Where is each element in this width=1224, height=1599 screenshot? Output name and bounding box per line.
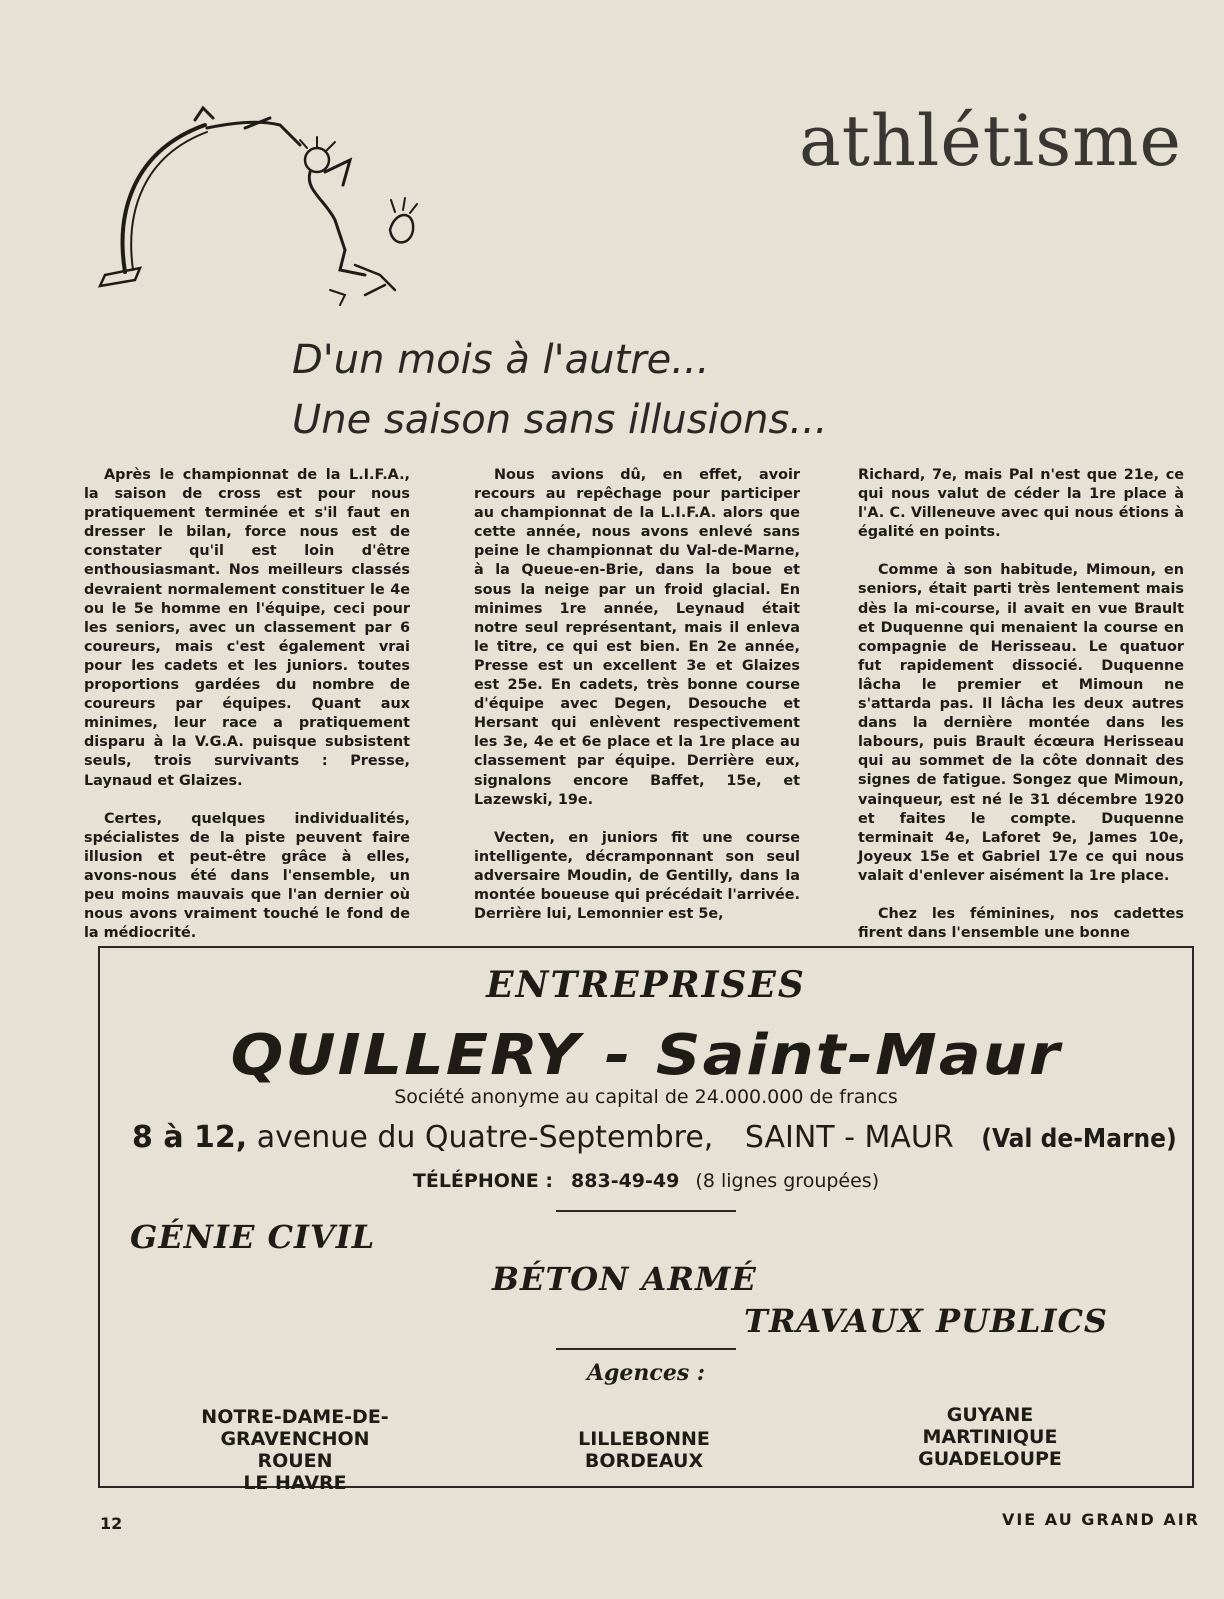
divider [556, 1210, 736, 1212]
ad-address-street: avenue du Quatre-Septembre, [256, 1120, 714, 1155]
agency: GUADELOUPE [918, 1448, 1062, 1470]
ad-entreprises: ENTREPRISES [486, 964, 806, 1006]
ad-service-travaux-publics: TRAVAUX PUBLICS [744, 1302, 1109, 1340]
ad-service-genie-civil: GÉNIE CIVIL [130, 1218, 376, 1256]
article-body [84, 466, 1192, 942]
paragraph: Certes, quelques individualités, spécialistes de la piste peuvent faire illusion et peut-être grâce à elles, avons-nous été dans l'ensemble, un peu moins mauvais que l'an dernier où nous avons vraiment touché le fond de la médiocrité. [84, 810, 410, 942]
page-number: 12 [100, 1514, 123, 1533]
ad-address [132, 1120, 1177, 1155]
ad-address-number: 8 à 12, [132, 1120, 248, 1155]
agency-column-middle [544, 1428, 744, 1472]
paragraph: Comme à son habitude, Mimoun, en seniors, était parti très lentement mais dès la mi-course, il avait en vue Brault et Duquenne qui menaient la course en compagnie de Herisseau. Le quatuor fut rapidement dissocié. Duquenne lâcha le premier et Mimoun ne s'attarda pas. Il lâcha les deux autres dans la dernière montée dans les labours, puis Brault écœura Herisseau qui au sommet de la côte donnait des signes de fatigue. Songez que Mimoun, vainqueur, est né le 31 décembre 1920 et faites le compte. Duquenne terminait 4e, Laforet 9e, James 10e, Joyeux 15e et Gabriel 17e ce qui nous valait d'enlever aisément la 1re place. [858, 562, 1184, 884]
paragraph: Chez les féminines, nos cadettes firent dans l'ensemble une bonne [858, 905, 1184, 942]
ad-phone [100, 1170, 1192, 1192]
ad-phone-note: (8 lignes groupées) [695, 1170, 880, 1192]
paragraph: Nous avions dû, en effet, avoir recours au repêchage pour participer au championnat de la L.I.F.A. alors que cette année, nous avons enlevé sans peine le championnat du Val-de-Marne, à la Queue-en-Brie, dans la boue et sous la neige par un froid glacial. En minimes 1re année, Leynaud était notre seul représentant, mais il enleva le titre, ce qui est bien. En 2e année, Presse est un excellent 3e et Glaizes est 25e. En cadets, très bonne course d'équipe avec Degen, Desouche et Hersant qui enlèvent respectivement les 3e, 4e et 6e place et la 1re place au classement par équipe. Derrière eux, signalons encore Baffet, 15e, et Lazewski, 19e. [474, 467, 800, 808]
agency: NOTRE-DAME-DE-GRAVENCHON [201, 1406, 389, 1450]
paragraph: Richard, 7e, mais Pal n'est que 21e, ce qui nous valut de céder la 1re place à l'A. C. Villeneuve avec qui nous étions à égalité en points. [858, 467, 1184, 541]
ad-address-city: SAINT - MAUR [744, 1120, 954, 1155]
article-column-2 [474, 466, 800, 943]
ad-company-name: QUILLERY - Saint-Maur [230, 1021, 1062, 1088]
headline-line-1: D'un mois à l'autre... [292, 337, 710, 383]
agency: LE HAVRE [243, 1472, 347, 1494]
ad-agences-label: Agences : [586, 1360, 705, 1386]
pole-vault-cartoon-icon [95, 100, 435, 310]
paragraph: Vecten, en juniors fit une course intelligente, décramponnant son seul adversaire Moudin, de Gentilly, dans la montée boueuse qui précédait l'arrivée. Derrière lui, Lemonnier est 5e, [474, 829, 800, 923]
article-column-1 [84, 466, 410, 962]
agency-column-right [890, 1404, 1090, 1470]
headline-line-2: Une saison sans illusions... [292, 397, 828, 443]
agency: GUYANE [946, 1404, 1034, 1426]
ad-capital: Société anonyme au capital de 24.000.000 de francs [394, 1086, 898, 1108]
headline [292, 330, 992, 450]
magazine-name: VIE AU GRAND AIR [1001, 1510, 1200, 1529]
agency: MARTINIQUE [922, 1426, 1058, 1448]
agency: LILLEBONNE [578, 1428, 710, 1450]
ad-address-region: (Val de-Marne) [981, 1124, 1177, 1154]
section-title: athlétisme [798, 100, 1182, 182]
advertisement [98, 946, 1194, 1494]
agency-column-left [130, 1406, 460, 1494]
ad-phone-label: TÉLÉPHONE : [412, 1170, 553, 1192]
article-column-3 [858, 466, 1184, 962]
paragraph: Après le championnat de la L.I.F.A., la saison de cross est pour nous pratiquement terminée et s'il faut en dresser le bilan, force nous est de constater qu'il est loin d'être enthousiasmant. Nos meilleurs classés devraient normalement constituer le 4e ou le 5e homme en l'équipe, ceci pour les seniors, avec un classement par 6 coureurs, mais c'est également vrai pour les cadets et les juniors. toutes proportions gardées du nombre de coureurs par équipes. Quant aux minimes, leur race a pratiquement disparu à la V.G.A. puisque subsistent seuls, trois survivants : Presse, Laynaud et Glaizes. [84, 467, 410, 789]
ad-service-beton-arme: BÉTON ARMÉ [492, 1260, 757, 1298]
agency: BORDEAUX [584, 1450, 704, 1472]
ad-phone-number: 883-49-49 [571, 1170, 680, 1192]
divider [556, 1348, 736, 1350]
agency: ROUEN [257, 1450, 333, 1472]
